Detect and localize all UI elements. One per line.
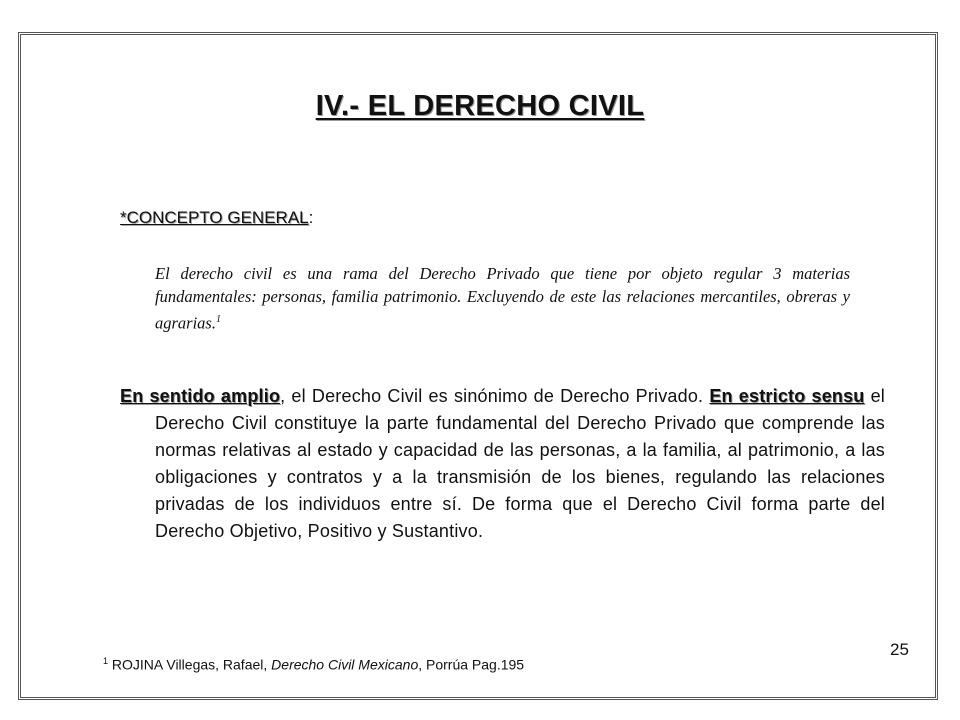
concept-heading	[120, 208, 313, 228]
footnote-author: ROJINA Villegas, Rafael,	[108, 656, 272, 673]
concept-heading-suffix: :	[308, 208, 314, 227]
slide-frame	[18, 32, 938, 700]
main-paragraph	[120, 383, 885, 545]
concept-text: El derecho civil es una rama del Derecho Privado que tiene por objeto regular 3 materias fundamentales: personas, familia patrimonio. Excluyendo de este las relaciones mercantiles, obreras y agrarias.	[155, 264, 850, 333]
concept-heading-label: *CONCEPTO GENERAL	[120, 208, 309, 227]
concept-paragraph	[155, 262, 850, 335]
term-strict-sense: En estricto sensu	[709, 386, 865, 406]
footnote-book-title: Derecho Civil Mexicano	[271, 656, 419, 673]
main-text-1: , el Derecho Civil es sinónimo de Derecho Privado.	[280, 386, 710, 406]
page-title: IV.- EL DERECHO CIVIL	[315, 90, 645, 122]
footnote	[103, 656, 524, 673]
main-text-2: el Derecho Civil constituye la parte fundamental del Derecho Privado que comprende las normas relativas al estado y capacidad de las personas, a la familia, al patrimonio, a las obligaciones y contratos y a la transmisión de los bienes, regulando las relaciones privadas de los individuos entre sí. De forma que el Derecho Civil forma parte del Derecho Objetivo, Positivo y Sustantivo.	[155, 386, 885, 541]
footnote-marker: 1	[103, 656, 109, 666]
footnote-reference: 1	[215, 314, 221, 325]
term-broad-sense: En sentido amplio	[120, 386, 281, 406]
page-number: 25	[890, 640, 909, 659]
footnote-publisher: , Porrúa Pag.195	[418, 656, 525, 673]
